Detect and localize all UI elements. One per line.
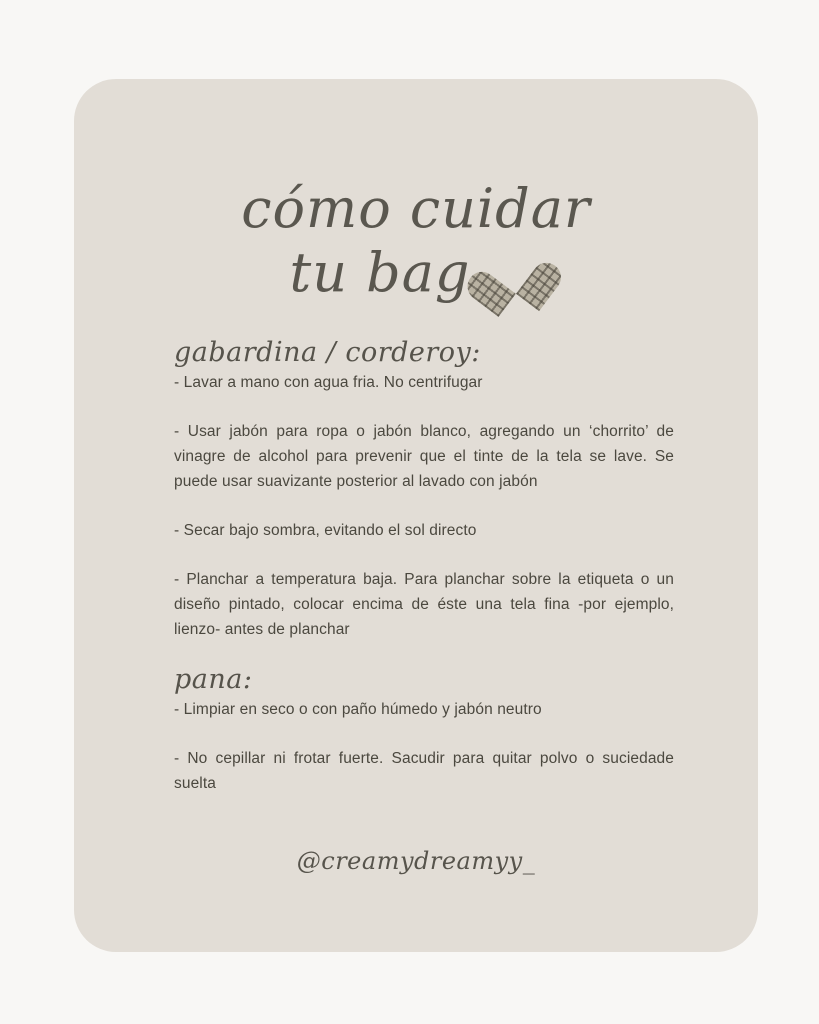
paragraph: - Secar bajo sombra, evitando el sol directo [174, 522, 477, 539]
care-instructions-body [174, 337, 674, 796]
card-title [74, 177, 758, 305]
section-heading-gabardina: gabardina / corderoy: [174, 337, 481, 368]
care-instructions-card [74, 79, 758, 952]
title-line-1: cómo cuidar [241, 177, 591, 240]
paragraph: - Lavar a mano con agua fria. No centrifugar [174, 374, 483, 391]
title-line-2-row [290, 241, 543, 305]
paragraph: - Planchar a temperatura baja. Para planchar sobre la etiqueta o un diseño pintado, colocar encima de éste una tela fina -por ejemplo, lienzo- antes de planchar [174, 571, 674, 638]
paragraph: - No cepillar ni frotar fuerte. Sacudir para quitar polvo o suciedade suelta [174, 750, 674, 792]
section-heading-pana: pana: [174, 664, 253, 695]
paragraph: - Usar jabón para ropa o jabón blanco, agregando un ‘chorrito’ de vinagre de alcohol para prevenir que el tinte de la tela se lave. Se puede usar suavizante posterior al lavado con jabón [174, 423, 674, 490]
paragraph: - Limpiar en seco o con paño húmedo y jabón neutro [174, 701, 542, 718]
instagram-handle: @creamydreamyy_ [296, 847, 536, 875]
section-pana [174, 664, 674, 796]
section-gabardina-corderoy [174, 337, 674, 642]
title-line-2: tu bag [289, 241, 471, 304]
plaid-heart-icon [481, 244, 546, 306]
